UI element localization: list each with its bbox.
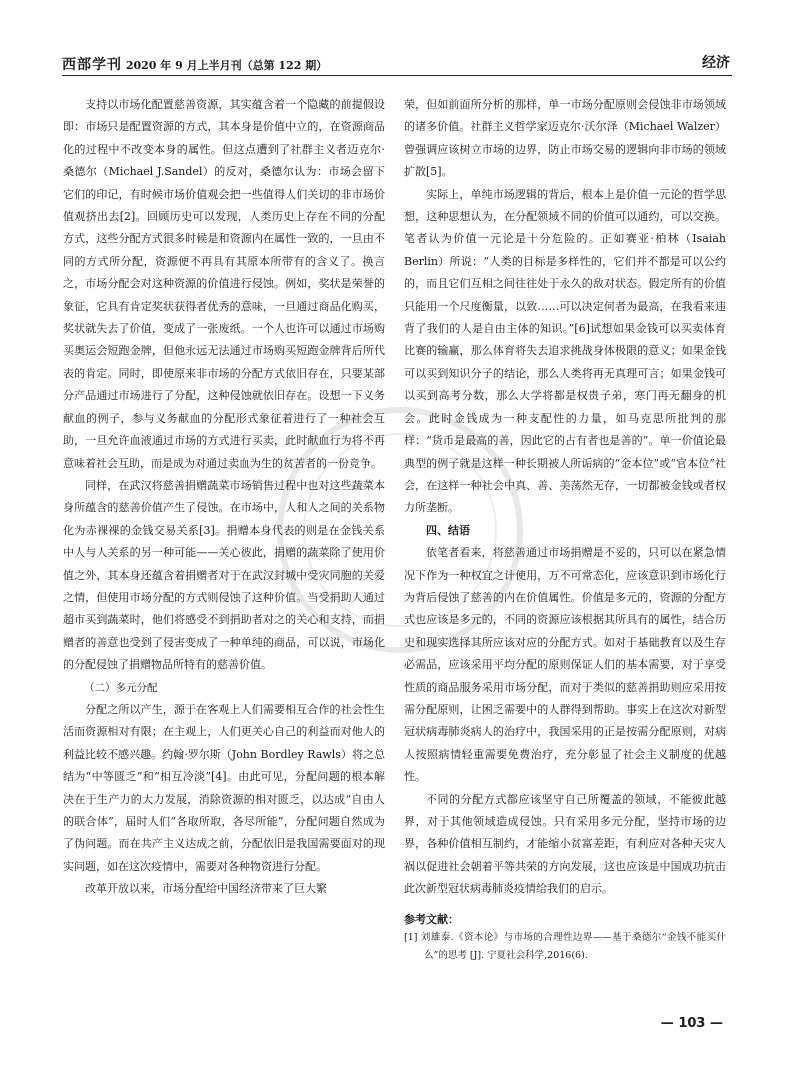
references-title: 参考文献： [404, 912, 459, 926]
reference-item: [1] 刘雄泰.《资本论》与市场的合理性边界——基于桑德尔“金钱不能买什么”的思考 [J]. 宁夏社会科学,2016(6). [404, 931, 726, 961]
page-number: — 103 — [660, 1016, 723, 1031]
section-label: 经济 [702, 55, 730, 71]
body-paragraph: 分配之所以产生，源于在客观上人们需要相互合作的社会性生活而资源相对有限；在主观上，人们更关心自己的利益而对他人的利益比较不感兴趣。约翰·罗尔斯（John Bordley Rawls）将之总结为“中等匮乏”和“相互冷淡”[4]。由此可见，分配问题的根本解决在于生产力的大力发展，消除资源的相对匮乏，以达成“自由人的联合体”，届时人们“各取所取，各尽所能”，分配问题自然成为了伪问题。而在共产主义达成之前，分配依旧是我国需要面对的现实问题，如在这次疫情中，需要对各种物资进行分配。 [63, 702, 385, 873]
body-paragraph: 不同的分配方式都应该坚守自己所覆盖的领域，不能彼此越界，对于其他领域造成侵蚀。只有采用多元分配，坚持市场的边界，各种价值相互制约，才能缩小贫富差距，有利应对各种天灾人祸以促进社会朝着平等共荣的方向发展，这也应该是中国成功抗击此次新型冠状病毒肺炎疫情给我们的启示。 [404, 792, 726, 896]
body-paragraph: 依笔者看来，将慈善通过市场捐赠是不妥的，只可以在紧急情况下作为一种权宜之计使用，万不可常态化，应该意识到市场化行为背后侵蚀了慈善的内在价值属性。价值是多元的，资源的分配方式也应该是多元的，不同的资源应该根据其所具有的属性，结合历史和现实选择其所应该对应的分配方式。如对于基础教育以及生存必需品，应该采用平均分配的原则保证人们的基本需要，对于享受性质的商品服务采用市场分配，而对于类似的慈善捐助则应采用按需分配原则，让困乏需要中的人群得到帮助。事实上在这次对新型冠状病毒肺炎病人的治疗中，我国采用的正是按需分配原则，对病人按照病情轻重需要免费治疗，充分彰显了社会主义制度的优越性。 [404, 546, 726, 784]
journal-logo: 西部学刊 [62, 57, 122, 73]
subsection-title: （二）多元分配 [84, 681, 158, 694]
right-column [404, 94, 726, 999]
page-header [62, 52, 732, 74]
journal-info [62, 54, 327, 74]
issue-info: 2020 年 9 月上半月刊（总第 122 期） [125, 59, 328, 72]
body-paragraph: 支持以市场化配置慈善资源，其实蕴含着一个隐藏的前提假设即：市场只是配置资源的方式，其本身是价值中立的，在资源商品化的过程中不改变本身的属性。但这点遭到了社群主义者迈克尔·桑德尔（Michael J.Sandel）的反对，桑德尔认为：市场会留下它们的印记，有时候市场价值观会把一些值得人们关切的非市场价值观挤出去[2]。回顾历史可以发现，人类历史上存在不同的分配方式，这些分配方式很多时候是和资源内在属性一致的，一旦由不同的方式所分配，资源便不再具有其原本所带有的含义了。换言之，市场分配会对这种资源的价值进行侵蚀。例如，奖状是荣誉的象征，它具有肯定奖状获得者优秀的意味，一旦通过商品化购买，奖状就失去了价值，变成了一张废纸。一个人也许可以通过市场购买奥运会短跑金牌，但他永远无法通过市场购买短跑金牌背后所代表的肯定。同时，即使原来非市场的分配方式依旧存在，只要某部分产品通过市场进行了分配，这种侵蚀就依旧存在。设想一下义务献血的例子，参与义务献血的分配形式象征着进行了一种社会互助，一旦允许血液通过市场的方式进行买卖，此时献血行为将不再意味着社会互助，而是成为对通过卖血为生的贫苦者的一份竞争。 [63, 98, 385, 470]
header-divider [62, 75, 732, 76]
body-paragraph: 实际上，单纯市场逻辑的背后，根本上是价值一元论的哲学思想，这种思想认为，在分配领域不同的价值可以通约，可以交换。笔者认为价值一元论是十分危险的。正如赛亚·柏林（Isaiah Berlin）所说：“人类的目标是多样性的，它们并不都是可以公约的，而且它们互相之间往往处于永久的敌对状态。假定所有的价值只能用一个尺度衡量，以致……可以决定何者为最高，在我看来违背了我们的人是自由主体的知识。”[6]试想如果金钱可以买卖体育比赛的输赢，那么体育将失去追求挑战身体极限的意义；如果金钱可以买到知识分子的结论，那么人类将再无真理可言；如果金钱可以买到高考分数，那么大学将都是权贵子弟，寒门再无翻身的机会。此时金钱成为一种支配性的力量，如马克思所批判的那样：“货币是最高的善，因此它的占有者也是善的”。单一价值论最典型的例子就是这样一种长期被人所诟病的“金本位”或“官本位”社会，在这样一种社会中真、善、美荡然无存，一切都被金钱或者权力所垄断。 [404, 187, 726, 515]
body-paragraph: 改革开放以来，市场分配给中国经济带来了巨大繁 [85, 882, 327, 896]
section-title: 四、结语 [426, 523, 470, 537]
body-paragraph: 荣，但如前面所分析的那样，单一市场分配原则会侵蚀非市场领域的诸多价值。社群主义哲学家迈克尔·沃尔泽（Michael Walzer）曾强调应该树立市场的边界，防止市场交易的逻辑向非市场的领域扩散[5]。 [404, 98, 726, 179]
body-paragraph: 同样，在武汉将慈善捐赠蔬菜市场销售过程中也对这些蔬菜本身所蕴含的慈善价值产生了侵蚀。在市场中，人和人之间的关系物化为赤裸裸的金钱交易关系[3]。捐赠本身代表的则是在金钱关系中人与人关系的另一种可能——关心彼此，捐赠的蔬菜除了使用价值之外，其本身还蕴含着捐赠者对于在武汉封城中受灾同胞的关爱之情，但使用市场分配的方式则侵蚀了这种价值。当受捐助人通过超市买到蔬菜时，他们将感受不到捐助者对之的关心和支持，而捐赠者的善意也受到了侵害变成了一种单纯的商品，可以说，市场化的分配侵蚀了捐赠物品所特有的慈善价值。 [63, 478, 385, 672]
left-column [63, 94, 385, 999]
